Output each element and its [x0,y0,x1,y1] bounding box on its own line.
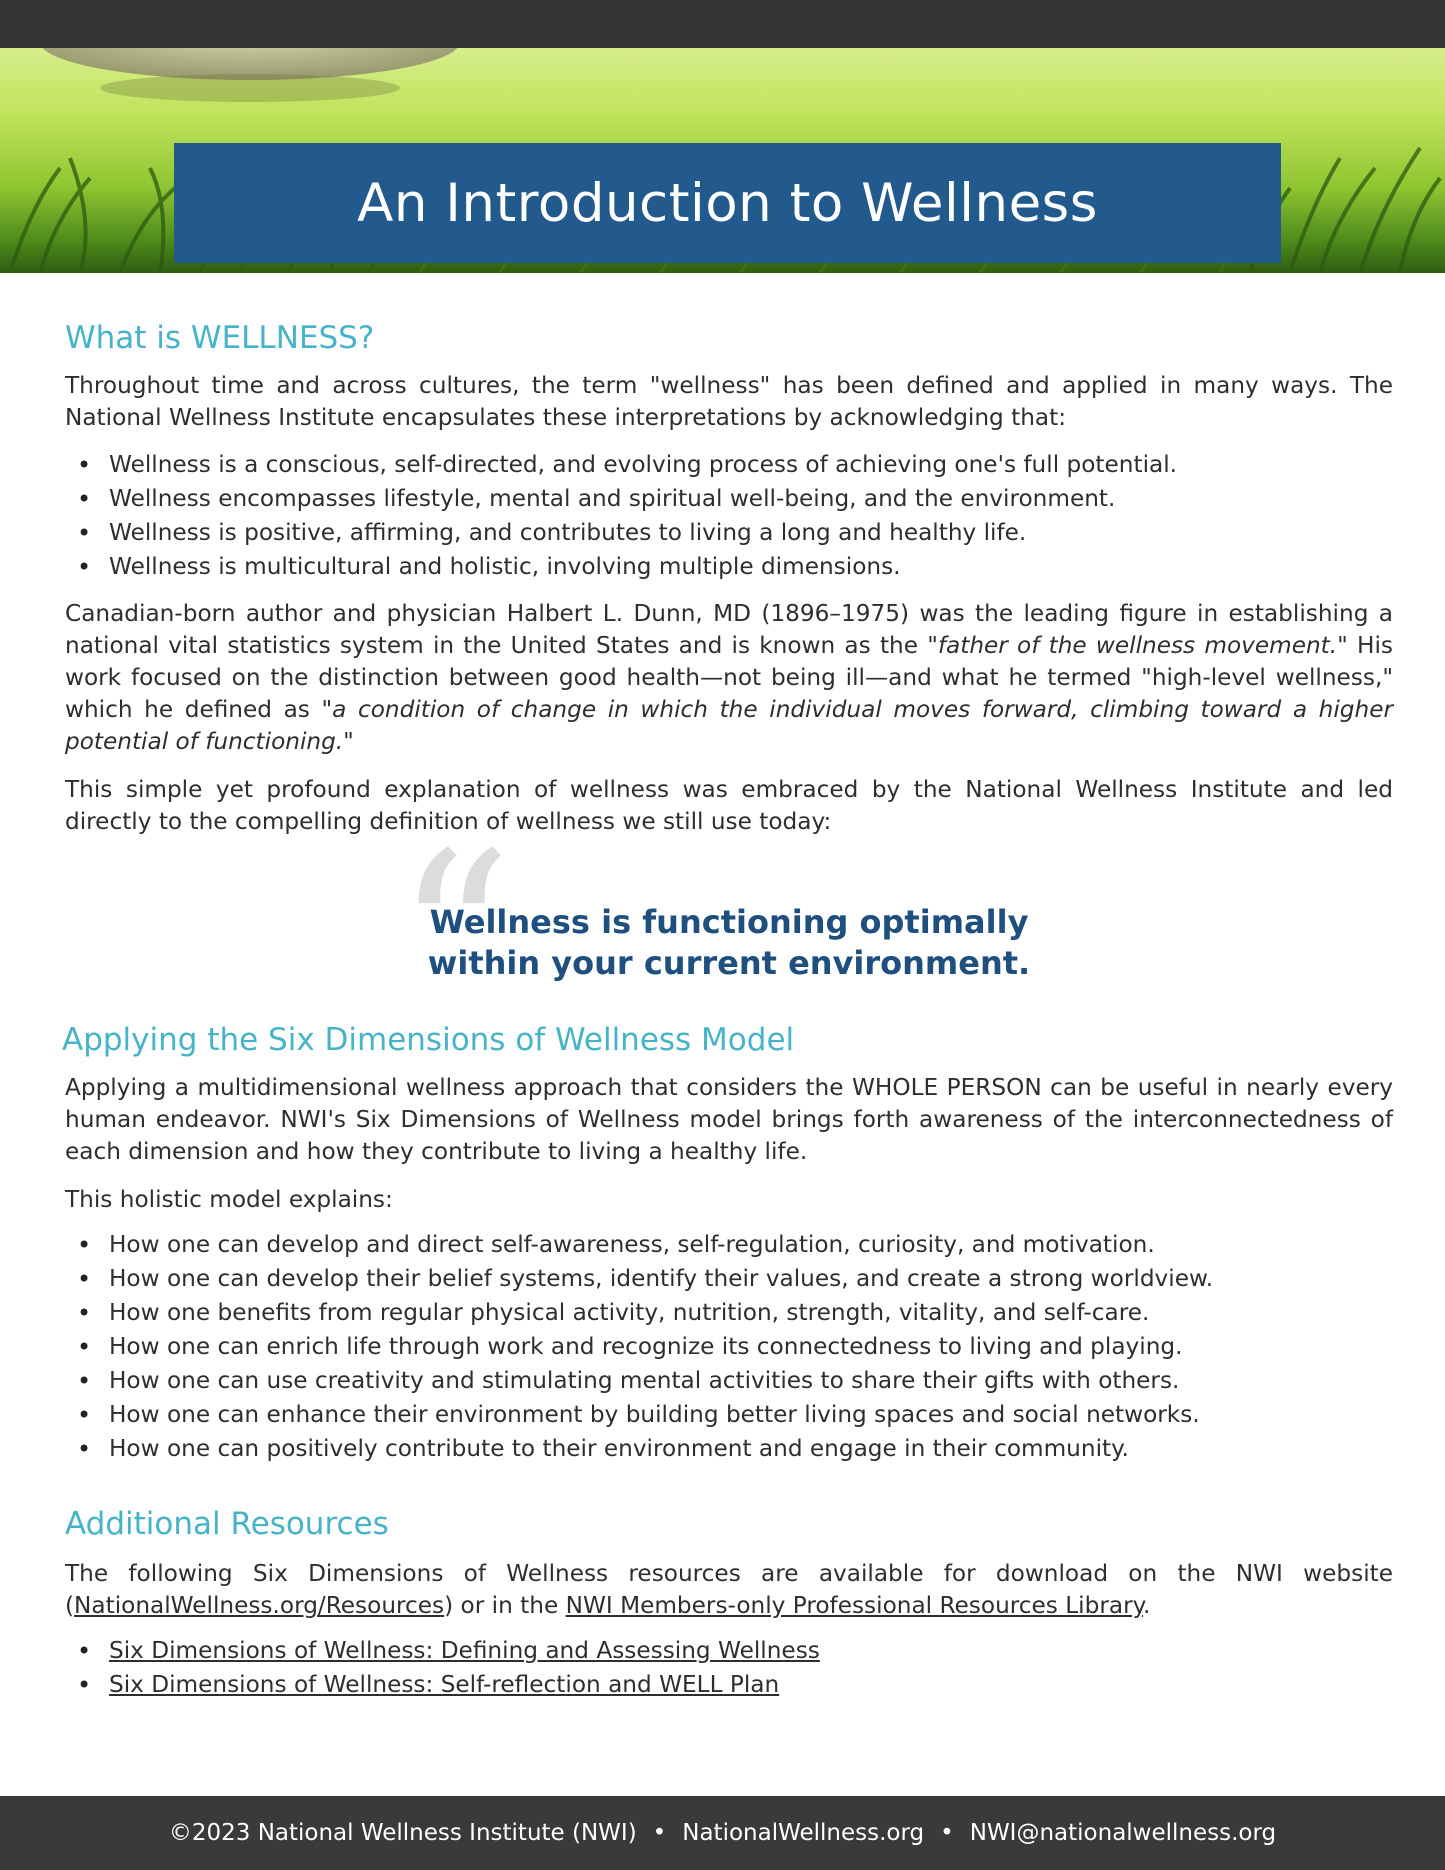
header-banner-image [0,48,1445,273]
holistic-model-lead: This holistic model explains: [65,1186,393,1213]
section-heading-six-dimensions: Applying the Six Dimensions of Wellness Model [62,1022,795,1058]
list-item: • How one can enrich life through work and recognize its connectedness to living and playing. [65,1330,1393,1364]
six-dimensions-intro: Applying a multidimensional wellness approach that considers the WHOLE PERSON can be useful in nearly every human endeavor. NWI's Six Dimensions of Wellness model brings forth awareness of the interconnectedness of each dimension and how they contribute to living a healthy life. [65,1074,1393,1165]
footer [0,1796,1445,1870]
list-item: • How one can develop and direct self-awareness, self-regulation, curiosity, and motivation. [65,1228,1393,1262]
intro-paragraph: Throughout time and across cultures, the term "wellness" has been defined and applied in many ways. The National Wellness Institute encapsulates these interpretations by acknowledging that: [65,372,1393,431]
dimensions-list [65,1228,1393,1466]
section-heading-additional-resources: Additional Resources [65,1506,389,1542]
list-item: • How one benefits from regular physical activity, nutrition, strength, vitality, and self-care. [65,1296,1393,1330]
closing-paragraph: This simple yet profound explanation of wellness was embraced by the National Wellness Institute and led directly to the compelling definition of wellness we still use today: [65,776,1393,835]
page-title: An Introduction to Wellness [357,172,1098,234]
resources-link[interactable]: NationalWellness.org/Resources [74,1592,445,1619]
footer-copyright: ©2023 National Wellness Institute (NWI) [168,1820,637,1846]
resources-paragraph: The following Six Dimensions of Wellness resources are available for download on the NWI website (NationalWellness.org/Resources) or in the NWI Members-only Professional Resources Library. [65,1560,1393,1619]
list-item: • How one can use creativity and stimulating mental activities to share their gifts with others. [65,1364,1393,1398]
footer-website[interactable]: NationalWellness.org [682,1820,925,1846]
dunn-definition-quote: "a condition of change in which the individual moves forward, climbing toward a higher potential of functioning." [65,696,1393,755]
quote-mark-icon: “ [395,805,513,1072]
title-banner [174,143,1281,263]
main-content [62,318,1393,1702]
list-item: • Wellness is multicultural and holistic, involving multiple dimensions. [65,550,1393,584]
wellness-principles-list [65,448,1393,584]
dunn-paragraph: Canadian-born author and physician Halbert L. Dunn, MD (1896–1975) was the leading figure in establishing a national vital statistics system in the United States and is known as the "father of the wellness movement." His work focused on the distinction between good health—not being ill—and what he termed "high-level wellness," which he defined as "a condition of change in which the individual moves forward, climbing toward a higher potential of functioning." [65,600,1393,755]
list-item: • Wellness is a conscious, self-directed, and evolving process of achieving one's full potential. [65,448,1393,482]
list-item: • Wellness encompasses lifestyle, mental and spiritual well-being, and the environment. [65,482,1393,516]
list-item: • How one can positively contribute to their environment and engage in their community. [65,1432,1393,1466]
list-item: • How one can enhance their environment by building better living spaces and social networks. [65,1398,1393,1432]
section-heading-what-is-wellness: What is WELLNESS? [65,320,375,356]
top-bar [0,0,1445,48]
members-library-link[interactable]: NWI Members-only Professional Resources Library [565,1592,1144,1619]
self-reflection-link[interactable]: Six Dimensions of Wellness: Self-reflection and WELL Plan [109,1671,780,1698]
list-item [65,1668,1393,1702]
resources-links-list [65,1634,1393,1702]
footer-email[interactable]: NWI@nationalwellness.org [969,1820,1277,1846]
defining-assessing-link[interactable]: Six Dimensions of Wellness: Defining and Assessing Wellness [109,1637,820,1664]
father-quote: "father of the wellness movement." [927,632,1348,659]
list-item: • How one can develop their belief systems, identify their values, and create a strong worldview. [65,1262,1393,1296]
list-item: • Wellness is positive, affirming, and contributes to living a long and healthy life. [65,516,1393,550]
definition-quote: Wellness is functioning optimally within your current environment. [427,903,1031,982]
list-item [65,1634,1393,1668]
footer-separator: • [652,1820,667,1846]
footer-separator: • [940,1820,954,1846]
